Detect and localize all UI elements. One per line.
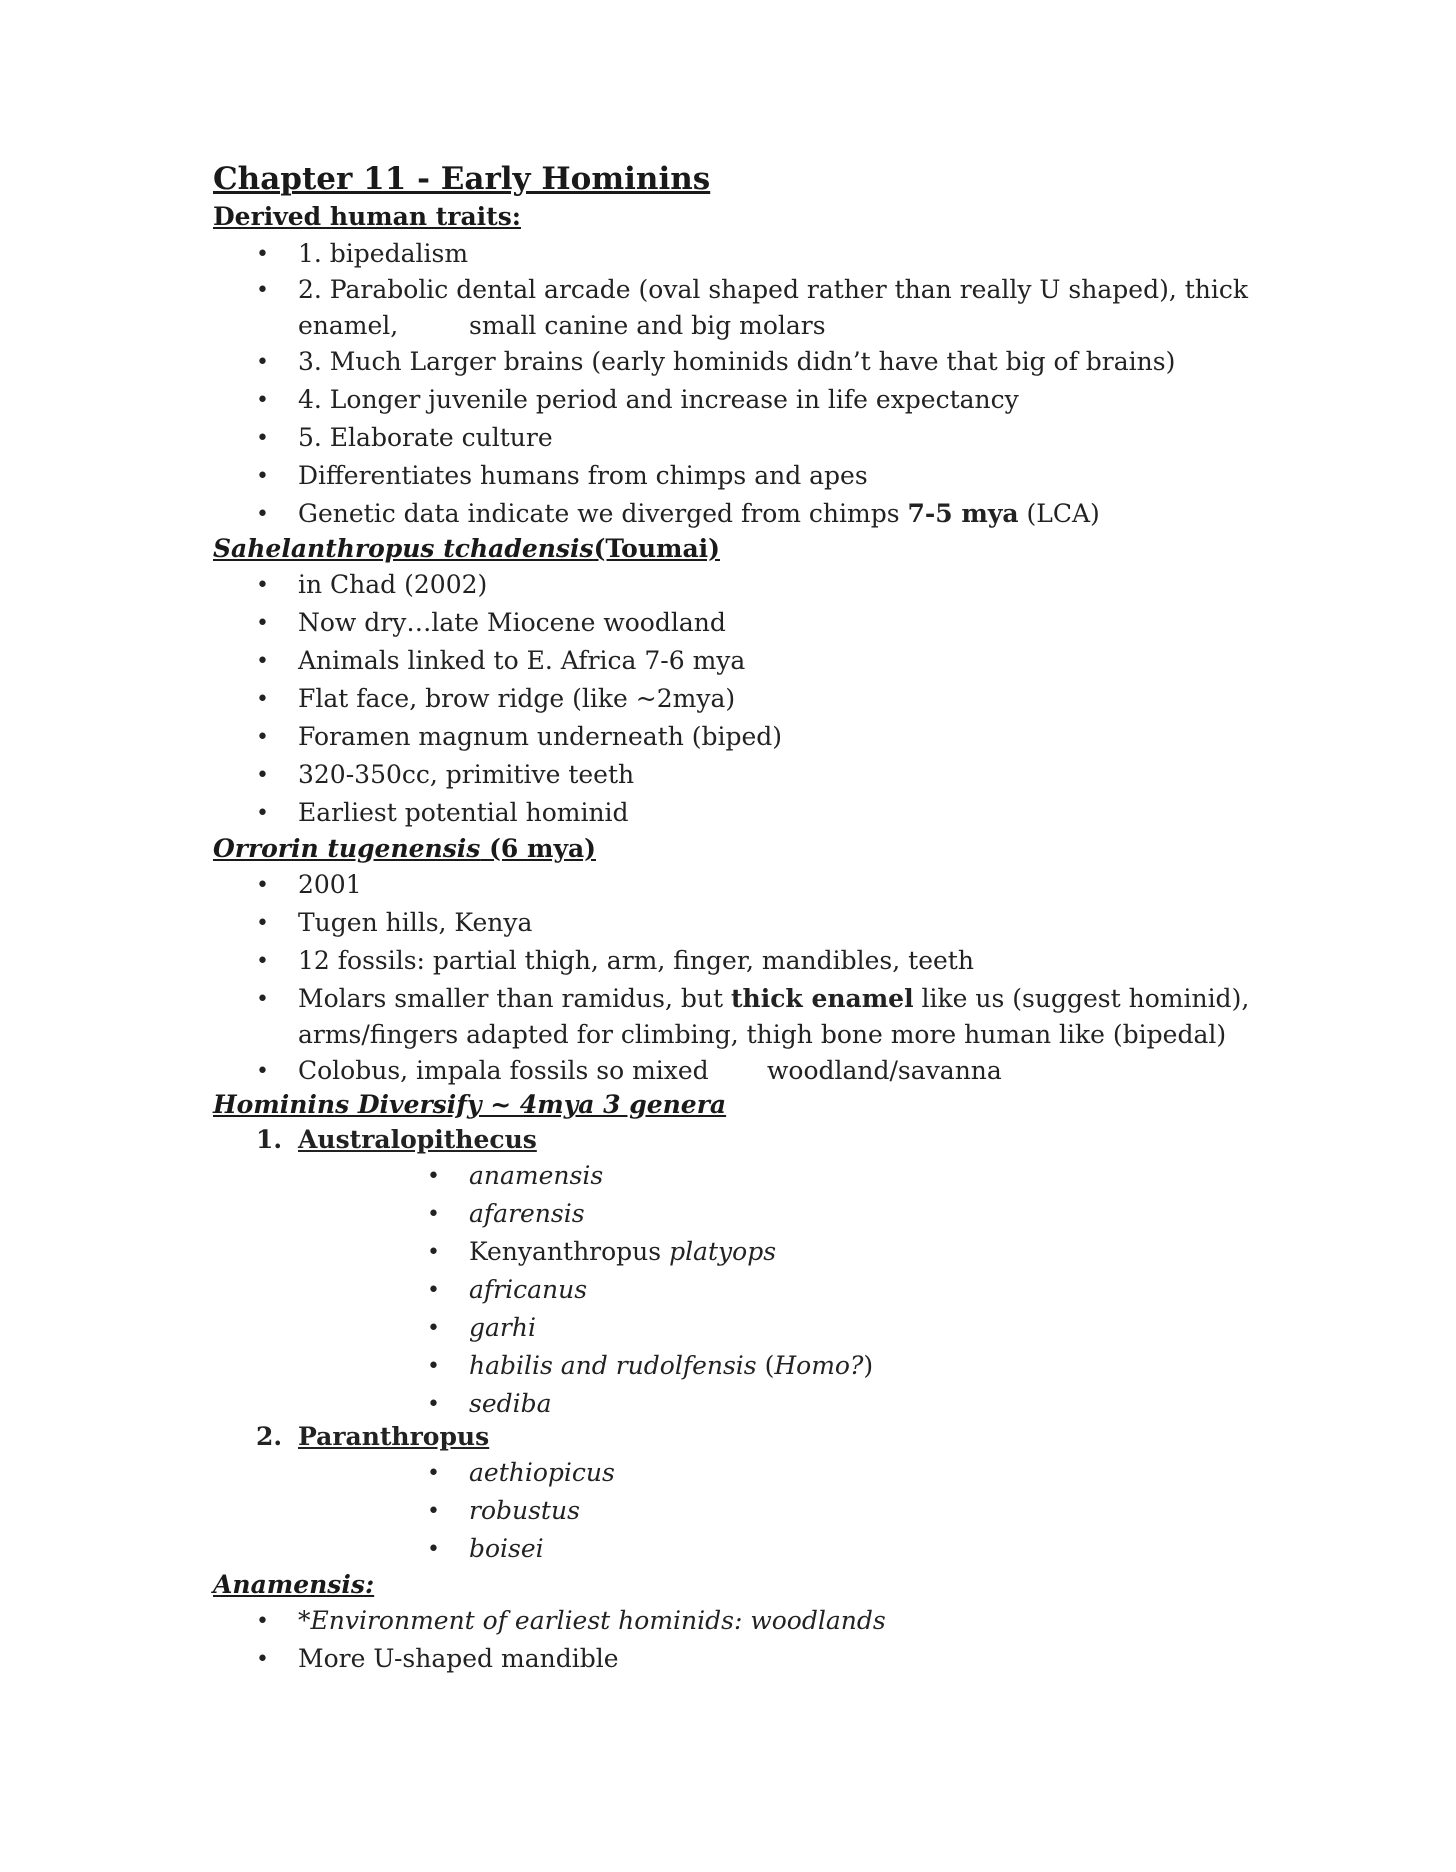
list-item: Flat face, brow ridge (like ~2mya) — [298, 684, 736, 713]
bullet-icon: • — [256, 1647, 269, 1672]
list-item: Foramen magnum underneath (biped) — [298, 722, 783, 751]
emphasis-text: 7-5 mya — [907, 499, 1019, 528]
list-item-continuation: enamel, — [298, 311, 399, 340]
bullet-icon: • — [427, 1316, 440, 1341]
section-heading-anamensis: Anamensis: — [213, 1570, 375, 1599]
list-item — [298, 986, 1249, 1011]
list-item-text: Genetic data indicate we diverged from chimps — [298, 499, 908, 528]
list-item: *Environment of earliest hominids: woodlands — [298, 1606, 886, 1635]
section-heading-orrorin — [213, 836, 596, 861]
list-item-continuation: small canine and big molars — [469, 311, 826, 340]
section-heading-derived-traits: Derived human traits: — [213, 202, 522, 231]
species-item: Kenyanthropus platyops — [469, 1237, 777, 1266]
list-item: 4. Longer juvenile period and increase in life expectancy — [298, 385, 1019, 414]
bullet-icon: • — [256, 502, 269, 527]
bullet-icon: • — [256, 949, 269, 974]
species-item: boisei — [469, 1534, 544, 1563]
bullet-icon: • — [427, 1240, 440, 1265]
list-item: 2. Parabolic dental arcade (oval shaped rather than really U shaped), thick — [298, 275, 1249, 304]
list-item: 2001 — [298, 870, 362, 899]
section-heading-diversify — [213, 1092, 726, 1117]
species-item: afarensis — [469, 1199, 585, 1228]
list-item: 320-350cc, primitive teeth — [298, 760, 635, 789]
species-item: africanus — [469, 1275, 588, 1304]
list-item: Differentiates humans from chimps and apes — [298, 461, 868, 490]
list-item: More U-shaped mandible — [298, 1644, 619, 1673]
list-item-text: like us (suggest hominid), — [913, 984, 1250, 1013]
list-item: 3. Much Larger brains (early hominids didn’t have that big of brains) — [298, 347, 1176, 376]
heading-italic-text: Sahelanthropus tchadensis — [213, 534, 594, 563]
list-item: 12 fossils: partial thigh, arm, finger, mandibles, teeth — [298, 946, 974, 975]
species-item: robustus — [469, 1496, 580, 1525]
list-item-text: (LCA) — [1018, 499, 1100, 528]
heading-text: (Toumai) — [593, 534, 720, 563]
genus-name: Paranthropus — [298, 1422, 490, 1451]
species-item: sediba — [469, 1389, 552, 1418]
bullet-icon: • — [256, 1609, 269, 1634]
list-item-continuation: arms/fingers adapted for climbing, thigh bone more human like (bipedal) — [298, 1020, 1227, 1049]
heading-italic-text: Orrorin tugenensis — [213, 834, 481, 863]
list-item: 1. bipedalism — [298, 239, 469, 268]
bullet-icon: • — [256, 987, 269, 1012]
bullet-icon: • — [427, 1392, 440, 1417]
heading-text: (6 mya) — [480, 834, 596, 863]
list-item-continuation: woodland/savanna — [767, 1056, 1002, 1085]
species-item: garhi — [469, 1313, 536, 1342]
bullet-icon: • — [256, 426, 269, 451]
page-title: Chapter 11 - Early Hominins — [213, 161, 711, 197]
genus-number: 2. — [256, 1422, 283, 1451]
bullet-icon: • — [256, 278, 269, 303]
list-item — [298, 501, 1100, 526]
list-item-text: Molars smaller than ramidus, but — [298, 984, 731, 1013]
bullet-icon: • — [427, 1354, 440, 1379]
species-item: habilis and rudolfensis (Homo?) — [469, 1351, 874, 1380]
bullet-icon: • — [427, 1537, 440, 1562]
bullet-icon: • — [256, 573, 269, 598]
list-item: in Chad (2002) — [298, 570, 488, 599]
bullet-icon: • — [256, 687, 269, 712]
bullet-icon: • — [256, 763, 269, 788]
list-item: Animals linked to E. Africa 7-6 mya — [298, 646, 746, 675]
emphasis-text: thick enamel — [730, 984, 914, 1013]
bullet-icon: • — [256, 464, 269, 489]
bullet-icon: • — [256, 801, 269, 826]
genus-number: 1. — [256, 1125, 283, 1154]
list-item: 5. Elaborate culture — [298, 423, 553, 452]
list-item: Tugen hills, Kenya — [298, 908, 533, 937]
bullet-icon: • — [427, 1499, 440, 1524]
bullet-icon: • — [427, 1164, 440, 1189]
bullet-icon: • — [256, 350, 269, 375]
section-heading-sahelanthropus — [213, 536, 720, 561]
bullet-icon: • — [256, 611, 269, 636]
heading-italic-text: Hominins Diversify ~ 4mya 3 genera — [213, 1090, 727, 1119]
bullet-icon: • — [427, 1461, 440, 1486]
bullet-icon: • — [256, 911, 269, 936]
bullet-icon: • — [256, 873, 269, 898]
list-item: Earliest potential hominid — [298, 798, 629, 827]
bullet-icon: • — [427, 1202, 440, 1227]
species-item: anamensis — [469, 1161, 604, 1190]
bullet-icon: • — [256, 388, 269, 413]
bullet-icon: • — [427, 1278, 440, 1303]
bullet-icon: • — [256, 242, 269, 267]
bullet-icon: • — [256, 725, 269, 750]
list-item: Colobus, impala fossils so mixed — [298, 1056, 709, 1085]
species-item: aethiopicus — [469, 1458, 615, 1487]
list-item: Now dry…late Miocene woodland — [298, 608, 726, 637]
genus-name: Australopithecus — [298, 1125, 537, 1154]
bullet-icon: • — [256, 649, 269, 674]
bullet-icon: • — [256, 1059, 269, 1084]
